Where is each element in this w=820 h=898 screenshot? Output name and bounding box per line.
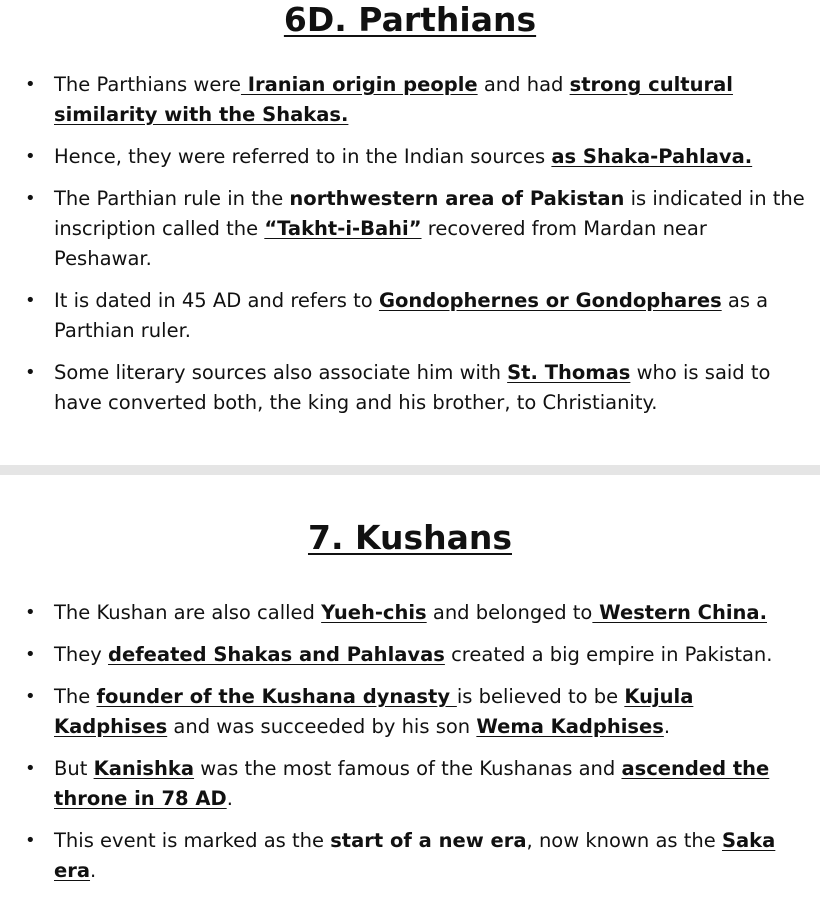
- bullet-text: .: [90, 859, 97, 882]
- bullet-item: [0, 640, 820, 670]
- bullet-icon: •: [25, 74, 36, 95]
- bullet-text: .: [226, 787, 233, 810]
- bullet-text: The Parthian rule in the: [54, 187, 290, 210]
- bullet-text: But: [54, 757, 94, 780]
- bullet-item: [0, 682, 820, 742]
- bullet-icon: •: [25, 758, 36, 779]
- bullet-text: and was succeeded by his son: [167, 715, 477, 738]
- bullet-icon: •: [25, 362, 36, 383]
- emphasized-text: Kujula Kadphises: [54, 685, 694, 738]
- bullet-text: was the most famous of the Kushanas and: [194, 757, 622, 780]
- bullet-text: It is dated in 45 AD and refers to: [54, 289, 379, 312]
- bullet-item: [0, 598, 820, 628]
- bullet-text: who is said to have converted both, the king and his brother, to Christianity.: [54, 361, 771, 414]
- bullet-text: and belonged to: [426, 601, 593, 624]
- bullet-item: [0, 754, 820, 814]
- kushans-bullet-list: [0, 598, 820, 898]
- bullet-text: .: [663, 715, 671, 738]
- bullet-text: as a Parthian ruler.: [54, 289, 769, 342]
- bullet-text: , now known as the: [526, 829, 722, 852]
- bullet-item: [0, 826, 820, 886]
- bullet-icon: •: [25, 830, 36, 851]
- emphasized-text: Yueh-chis: [321, 601, 427, 624]
- bullet-item: [0, 70, 820, 130]
- section-divider: [0, 465, 820, 475]
- emphasized-text: as Shaka-Pahlava.: [551, 145, 753, 168]
- bullet-text: Hence, they were referred to in the Indian sources: [54, 145, 552, 168]
- emphasized-text: Western China.: [592, 601, 767, 624]
- bullet-icon: •: [25, 290, 36, 311]
- bullet-item: [0, 286, 820, 346]
- bullet-text: They: [54, 643, 109, 666]
- emphasized-text: Saka era: [54, 829, 776, 882]
- emphasized-text: Iranian origin people: [240, 73, 478, 96]
- emphasized-text: Wema Kadphises: [476, 715, 664, 738]
- bullet-item: [0, 358, 820, 418]
- bullet-icon: •: [25, 146, 36, 167]
- emphasized-text: founder of the Kushana dynasty: [96, 685, 457, 708]
- emphasized-text: strong cultural similarity with the Shakas.: [54, 73, 733, 126]
- emphasized-text: start of a new era: [330, 829, 527, 852]
- bullet-icon: •: [25, 602, 36, 623]
- parthians-bullet-list: [0, 70, 820, 430]
- emphasized-text: Kanishka: [93, 757, 195, 780]
- bullet-text: The Kushan are also called: [54, 601, 322, 624]
- bullet-icon: •: [25, 686, 36, 707]
- bullet-text: created a big empire in Pakistan.: [444, 643, 773, 666]
- bullet-text: The: [54, 685, 97, 708]
- section-title-parthians: 6D. Parthians: [283, 0, 537, 39]
- emphasized-text: northwestern area of Pakistan: [289, 187, 625, 210]
- bullet-text: Some literary sources also associate him with: [54, 361, 508, 384]
- bullet-icon: •: [25, 188, 36, 209]
- bullet-text: recovered from Mardan near Peshawar.: [54, 217, 707, 270]
- emphasized-text: St. Thomas: [507, 361, 631, 384]
- emphasized-text: “Takht-i-Bahi”: [264, 217, 422, 240]
- emphasized-text: defeated Shakas and Pahlavas: [108, 643, 445, 666]
- bullet-item: [0, 184, 820, 274]
- section-title-kushans: 7. Kushans: [307, 518, 512, 557]
- emphasized-text: Gondophernes or Gondophares: [378, 289, 722, 312]
- bullet-text: is indicated in the inscription called the: [54, 187, 805, 240]
- bullet-icon: •: [25, 644, 36, 665]
- bullet-text: is believed to be: [456, 685, 625, 708]
- bullet-text: This event is marked as the: [54, 829, 331, 852]
- bullet-text: and had: [477, 73, 570, 96]
- bullet-item: [0, 142, 820, 172]
- emphasized-text: ascended the throne in 78 AD: [54, 757, 770, 810]
- bullet-text: The Parthians were: [54, 73, 241, 96]
